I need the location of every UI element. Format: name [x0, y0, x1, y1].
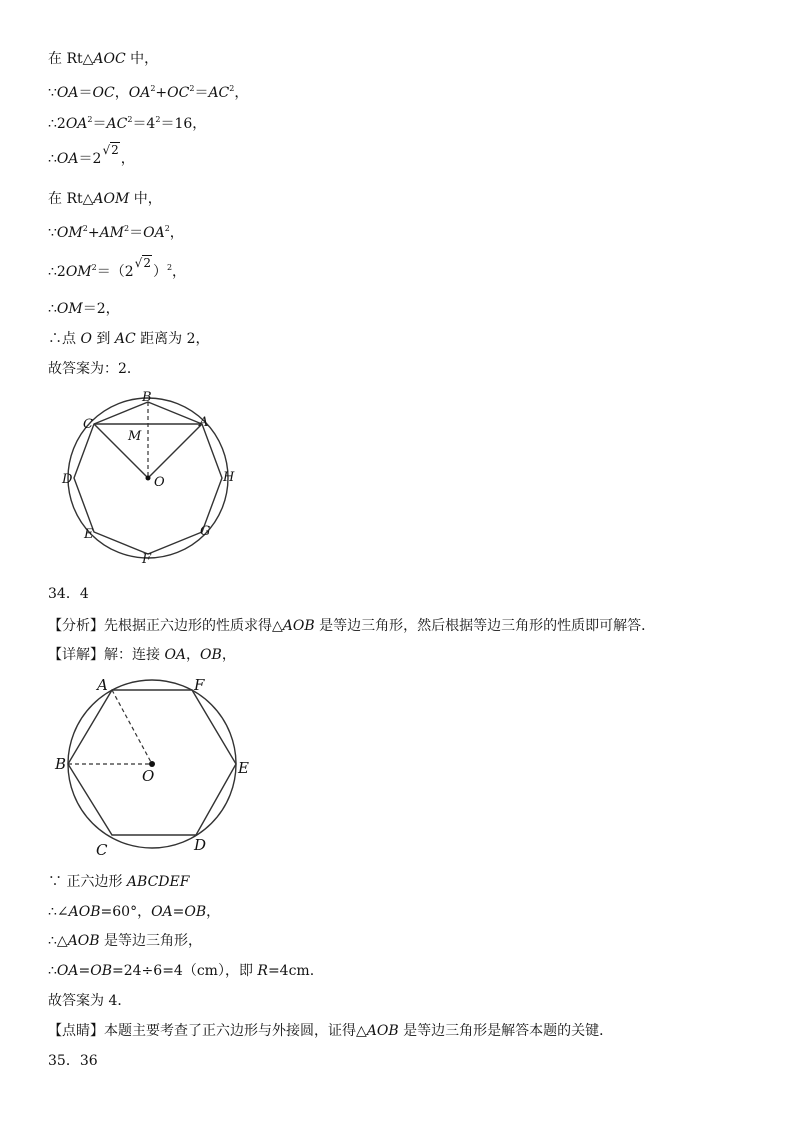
math-line: ∴△AOB 是等边三角形，: [48, 933, 203, 949]
label-a: A: [199, 415, 209, 430]
text-line: 在 Rt△AOC 中，: [48, 51, 159, 67]
math-line: ∵ 正六边形 ABCDEF: [48, 874, 190, 890]
segment-oa-dashed: [112, 690, 152, 764]
label-c: C: [96, 841, 108, 859]
math-line: ∴OA＝2√2，: [48, 143, 135, 167]
label-e: E: [238, 759, 249, 777]
center-point: [146, 476, 151, 481]
label-e: E: [84, 527, 94, 542]
label-f: F: [142, 552, 152, 567]
math-line: $\because OM^2+AM^2=OA^2$，: [48, 224, 184, 241]
detail-line: 【详解】解：连接 OA，OB，: [48, 647, 236, 663]
label-o: O: [142, 767, 155, 785]
label-m: M: [128, 429, 142, 444]
label-f: F: [194, 676, 205, 694]
math-line: ∴∠AOB=60°，OA=OB，: [48, 904, 221, 920]
sqrt-expression: √2: [134, 256, 151, 270]
comment-line: 【点睛】本题主要考查了正六边形与外接圆，证得△AOB 是等边三角形是解答本题的关键．: [48, 1023, 614, 1039]
label-o: O: [154, 475, 165, 490]
text-line: ∴点 O 到 AC 距离为 2，: [48, 331, 210, 347]
segment-oa: [148, 424, 202, 478]
hexagon-figure: [50, 672, 265, 862]
label-a: A: [97, 676, 108, 694]
label-h: H: [223, 470, 235, 485]
label-b: B: [55, 755, 67, 773]
analysis-line: 【分析】先根据正六边形的性质求得△AOB 是等边三角形，然后根据等边三角形的性质即可解答．: [48, 618, 656, 634]
math-line: ∴OM＝2，: [48, 301, 120, 317]
label-b: B: [142, 390, 152, 405]
problem-header: 35．36: [48, 1053, 98, 1069]
octagon-figure: [55, 385, 245, 570]
label-c: C: [83, 417, 93, 432]
text-line: 在 Rt△AOM 中，: [48, 191, 162, 207]
math-line: ∴OA=OB=24÷6=4（cm），即 R=4cm.: [48, 963, 315, 979]
answer-line: 故答案为 4．: [48, 993, 132, 1009]
label-d: D: [194, 836, 207, 854]
math-line: $\therefore 2OM^2=(2√2)^2$，: [48, 256, 187, 280]
label-g: G: [200, 524, 211, 539]
math-line: $\therefore 2OA^2=AC^2=4^2=16$，: [48, 115, 207, 132]
problem-header: 34．4: [48, 586, 89, 602]
sqrt-expression: √2: [102, 143, 119, 157]
answer-line: 故答案为：2．: [48, 361, 141, 377]
label-d: D: [62, 472, 73, 487]
math-line: ∵OA＝OC，$OA^2+OC^2=AC^2$，: [48, 84, 249, 101]
